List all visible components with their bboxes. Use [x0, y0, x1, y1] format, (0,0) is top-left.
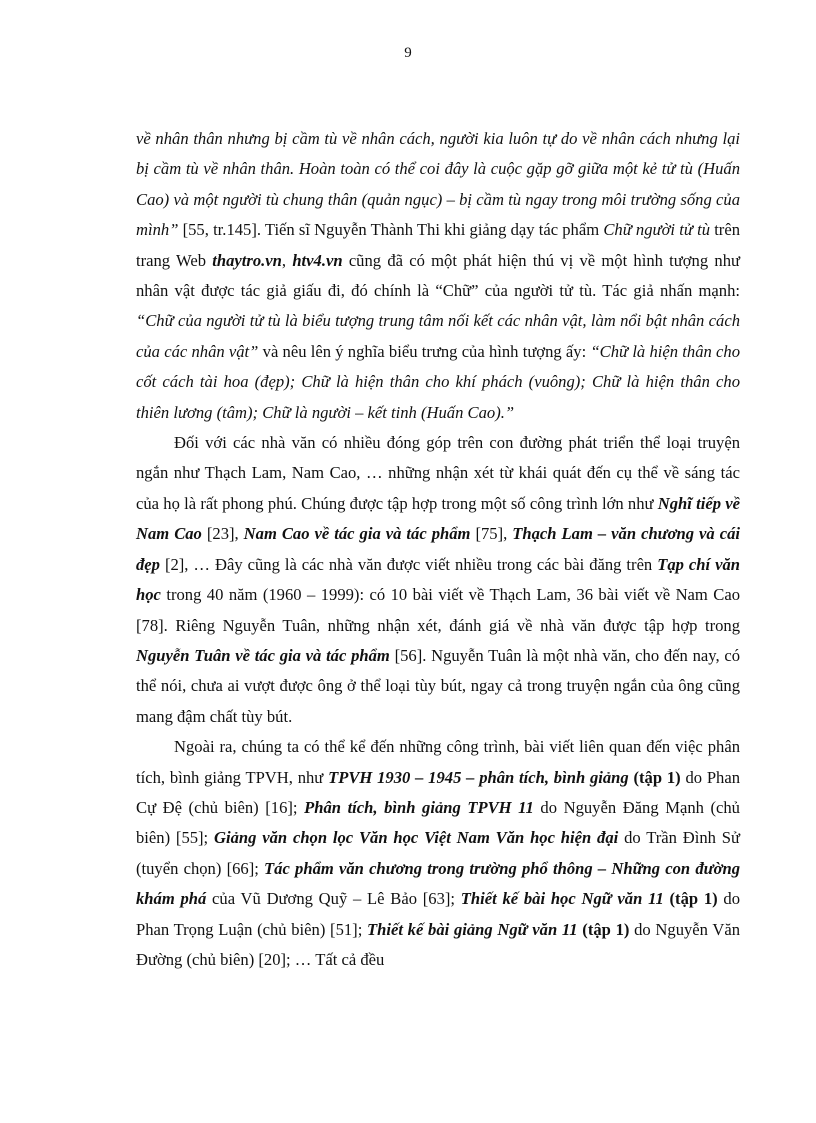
text: [2], … Đây cũng là các nhà văn được viết nhiều trong các bài đăng trên [159, 554, 658, 574]
text: và nêu lên ý nghĩa biểu trưng của hình tượng ấy: [258, 341, 591, 361]
text: do Phan Cự Đệ (chủ biên) [16]; [136, 767, 741, 817]
website-name: thaytro.vn [212, 250, 282, 270]
work-title: Chữ người tử tù [603, 220, 710, 240]
text: , [281, 250, 293, 270]
journal-title: Tạp chí văn học [136, 554, 740, 605]
text: Ngoài ra, chúng ta có thể kể đến những công trình, bài viết liên quan đến việc phân tích, bình giảng TPVH, như [136, 737, 740, 787]
book-title: Nam Cao về tác gia và tác phẩm [243, 524, 471, 544]
quote-text: “Chữ là hiện thân cho cốt cách tài hoa (đẹp); Chữ là hiện thân cho khí phách (vuông); Chữ là hiện thân cho thiên lương (tâm); Chữ là người – kết tinh (Huấn Cao).” [136, 341, 740, 422]
text: Đối với các nhà văn có nhiều đóng góp trên con đường phát triển thể loại truyện ngắn như Thạch Lam, Nam Cao, … những nhận xét từ khái quát đến cụ thể về sáng tác của họ là rất phong phú. Chúng được tập hợp trong một số công trình lớn như [136, 433, 740, 513]
paragraph-writers [136, 428, 740, 732]
document-body [136, 124, 740, 975]
quote-text: về nhân thân nhưng bị cầm tù về nhân cách, người kia luôn tự do về nhân cách nhưng lại bị cầm tù về nhân thân. Hoàn toàn có thể coi đây là cuộc gặp gỡ giữa một kẻ tử tù (Huấn Cao) và một người tù chung thân (quản ngục) – bị cầm tù ngay trong môi trường sống của mình” [136, 129, 740, 240]
text: [56]. Nguyễn Tuân là một nhà văn, cho đến nay, có thể nói, chưa ai vượt được ông ở thể loại tùy bút, ngay cả trong truyện ngắn của ông cũng mang đậm chất tùy bút. [136, 645, 741, 726]
text: do Phan Trọng Luận (chủ biên) [51]; [136, 889, 741, 939]
book-title: Tác phẩm văn chương trong trường phổ thông – Những con đường khám phá [136, 858, 741, 909]
book-title: Thiết kế bài giảng Ngữ văn 11 [367, 919, 578, 939]
text: do Nguyễn Đăng Mạnh (chủ biên) [55]; [136, 797, 740, 848]
volume-label: (tập 1) [577, 919, 630, 939]
text: trong 40 năm (1960 – 1999): có 10 bài viết về Thạch Lam, 36 bài viết về Nam Cao [78]. Riêng Nguyễn Tuân, những nhận xét, đánh giá về nhà văn được tập hợp trong [136, 585, 740, 635]
book-title: Giảng văn chọn lọc Văn học Việt Nam Văn học hiện đại [214, 828, 619, 848]
book-title: Nghĩ tiếp về Nam Cao [136, 493, 740, 544]
text: do Nguyễn Văn Đường (chủ biên) [20]; … Tất cả đều [136, 919, 740, 969]
book-title: Thiết kế bài học Ngữ văn 11 [460, 889, 664, 909]
text: [23], [201, 524, 244, 544]
quote-text: “Chữ của người tử tù là biểu tượng trung tâm nối kết các nhân vật, làm nổi bật nhân cách của các nhân vật” [136, 311, 740, 361]
book-title: Nguyễn Tuân về tác gia và tác phẩm [136, 645, 390, 665]
book-title: Thạch Lam – văn chương và cái đẹp [136, 524, 740, 574]
book-title: TPVH 1930 – 1945 – phân tích, bình giảng [328, 767, 629, 787]
text: [75], [470, 524, 513, 544]
text: trên trang Web [136, 220, 740, 270]
page-number: 9 [404, 45, 412, 61]
paragraph-quote-continuation [136, 124, 740, 428]
paragraph-analysis-works [136, 732, 740, 975]
website-name: htv4.vn [292, 250, 343, 270]
volume-label: (tập 1) [663, 889, 718, 909]
text: cũng đã có một phát hiện thú vị về một hình tượng như nhân vật được tác giả giấu đi, đó chính là “Chữ” của người tử tù. Tác giả nhấn mạnh: [136, 250, 740, 301]
text: do Trần Đình Sử (tuyển chọn) [66]; [136, 828, 740, 878]
volume-label: (tập 1) [628, 767, 681, 787]
text: của Vũ Dương Quỹ – Lê Bảo [63]; [206, 889, 461, 909]
book-title: Phân tích, bình giảng TPVH 11 [304, 797, 534, 817]
text: [55, tr.145]. Tiến sĩ Nguyễn Thành Thi khi giảng dạy tác phẩm [178, 220, 604, 240]
